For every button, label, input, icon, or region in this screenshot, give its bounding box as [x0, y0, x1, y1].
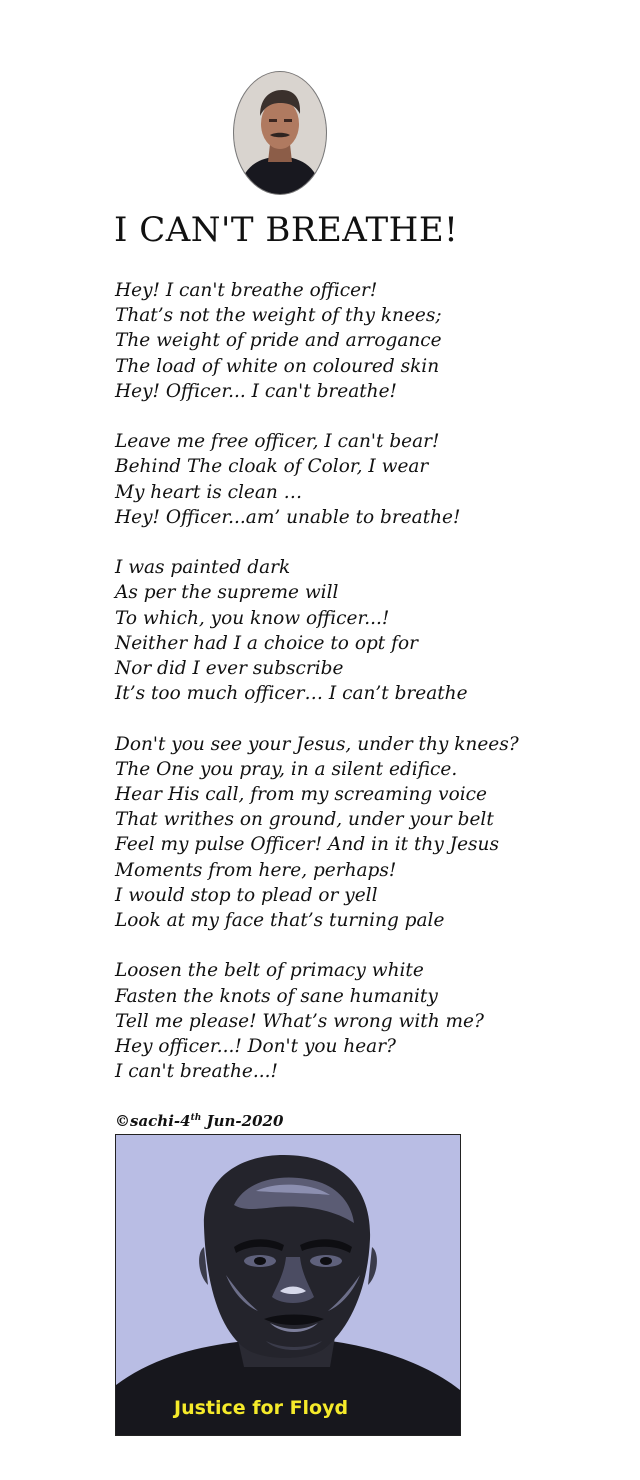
stanza	[115, 555, 575, 706]
poem-line: To which, you know officer...!	[115, 607, 390, 629]
stanza	[115, 732, 575, 934]
poem-line: Loosen the belt of primacy white	[115, 960, 424, 982]
poem-line: Look at my face that’s turning pale	[115, 910, 445, 932]
poem-line: Tell me please! What’s wrong with me?	[115, 1010, 484, 1032]
poem-line: Don't you see your Jesus, under thy knees?	[115, 733, 519, 755]
stanza	[115, 278, 575, 404]
author-portrait	[234, 72, 326, 194]
signature-suffix: Jun-2020	[201, 1112, 284, 1130]
author-portrait-drawing	[234, 72, 326, 194]
signature-superscript: th	[190, 1113, 202, 1123]
poem-line: Hey! Officer...am’ unable to breathe!	[115, 506, 461, 528]
copyright-signature	[115, 1108, 283, 1131]
poem-line: That’s not the weight of thy knees;	[115, 305, 442, 327]
image-caption: Justice for Floyd	[174, 1397, 349, 1419]
poem-line: Hey officer...! Don't you hear?	[115, 1036, 396, 1058]
poem-line: Behind The cloak of Color, I wear	[115, 456, 429, 478]
poem-line: Neither had I a choice to opt for	[115, 632, 418, 654]
poem-line: It’s too much officer… I can’t breathe	[115, 683, 468, 705]
poem-title: I CAN'T BREATHE!	[114, 210, 459, 250]
poem-line: I can't breathe...!	[115, 1061, 278, 1083]
poem-line: As per the supreme will	[115, 582, 339, 604]
floyd-portrait	[115, 1134, 461, 1436]
poem-line: Fasten the knots of sane humanity	[115, 985, 438, 1007]
poem-line: Hey! I can't breathe officer!	[115, 280, 378, 301]
poem-line: I would stop to plead or yell	[115, 884, 378, 906]
poem-line: Hey! Officer... I can't breathe!	[115, 380, 397, 402]
poem-line: That writhes on ground, under your belt	[115, 809, 494, 831]
stanza	[115, 958, 575, 1084]
poem-line: The One you pray, in a silent edifice.	[115, 758, 458, 780]
poem-line: I was painted dark	[115, 557, 291, 579]
poem-line: Leave me free officer, I can't bear!	[115, 431, 440, 453]
poem-line: The weight of pride and arrogance	[115, 330, 442, 352]
poem-line: Hear His call, from my screaming voice	[115, 784, 487, 806]
poem-line: My heart is clean …	[115, 481, 303, 503]
stanza	[115, 429, 575, 530]
poem-line: Nor did I ever subscribe	[115, 658, 344, 680]
poem-line: Feel my pulse Officer! And in it thy Jesus	[115, 834, 499, 856]
poem-line: The load of white on coloured skin	[115, 355, 440, 377]
poem-body	[115, 278, 575, 1110]
poem-line: Moments from here, perhaps!	[115, 859, 397, 881]
signature-prefix: ©sachi-4	[115, 1112, 191, 1130]
floyd-portrait-drawing	[116, 1135, 460, 1435]
